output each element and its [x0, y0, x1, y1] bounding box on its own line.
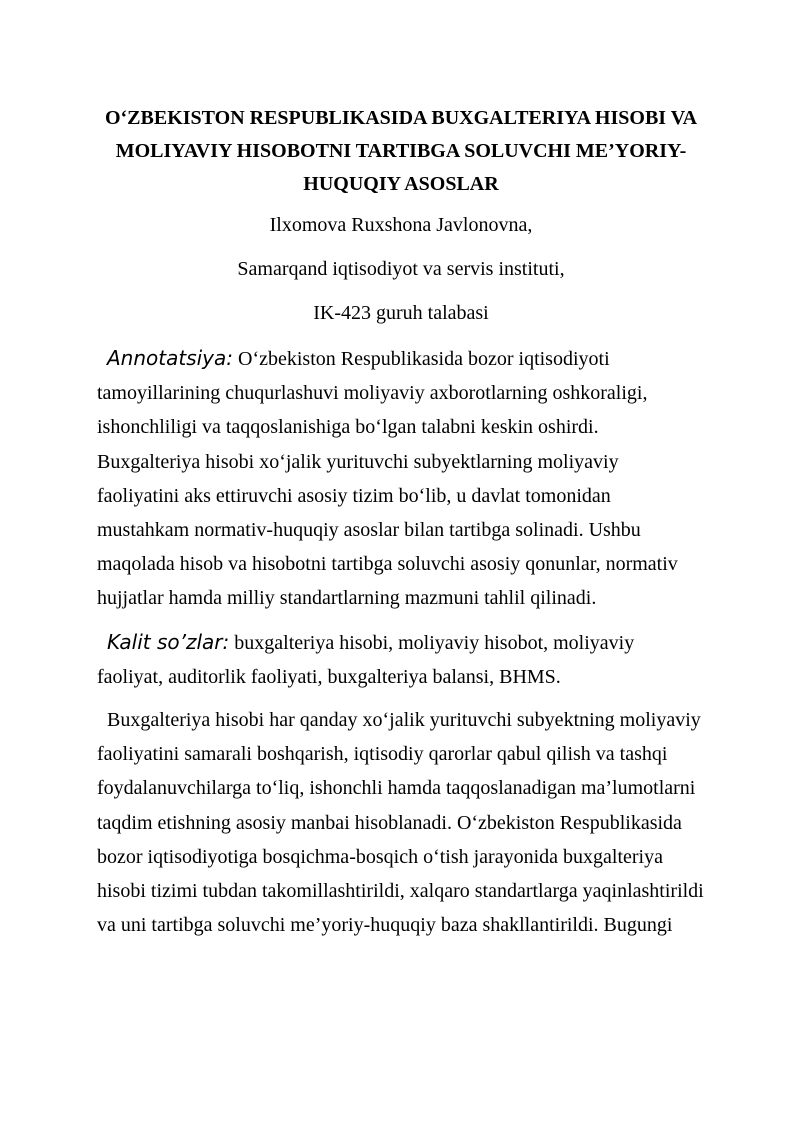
author-institution: Samarqand iqtisodiyot va servis instituti, [237, 258, 565, 280]
article-title: O‘ZBEKISTON RESPUBLIKASIDA BUXGALTERIYA HISOBI VA MOLIYAVIY HISOBOTNI TARTIBGA SOLUVCHI ME’YORIY-HUQUQIY ASOSLAR [104, 107, 698, 195]
author-name: Ilxomova Ruxshona Javlonovna, [269, 214, 533, 236]
keywords-text: buxgalteriya hisobi, moliyaviy hisobot, moliyaviy faoliyat, auditorlik faoliyati, buxgalteriya balansi, BHMS. [97, 631, 635, 688]
keywords-paragraph [97, 625, 705, 694]
author-group: IK-423 guruh talabasi [313, 302, 489, 324]
abstract-text: O‘zbekiston Respublikasida bozor iqtisodiyoti tamoyillarining chuqurlashuvi moliyaviy axborotlarning oshkoraligi, ishonchliligi va taqqoslanishiga bo‘lgan talabni keskin oshirdi. Buxgalteriya hisobi xo‘jalik yurituvchi subyektlarning moliyaviy faoliyatini aks ettiruvchi asosiy tizim bo‘lib, u davlat tomonidan mustahkam normativ-huquqiy asoslar bilan tartibga solinadi. Ushbu maqolada hisob va hisobotni tartibga soluvchi asosiy qonunlar, normativ hujjatlar hamda milliy standartlarning mazmuni tahlil qilinadi. [97, 348, 678, 610]
document-page [97, 102, 705, 942]
abstract-label: Annotatsiya: [107, 346, 234, 370]
body-paragraph: Buxgalteriya hisobi har qanday xo‘jalik yurituvchi subyektning moliyaviy faoliyatini samarali boshqarish, iqtisodiy qarorlar qabul qilish va tashqi foydalanuvchilarga to‘liq, ishonchli hamda taqqoslanadigan ma’lumotlarni taqdim etishning asosiy manbai hisoblanadi. O‘zbekiston Respublikasida bozor iqtisodiyotiga bosqichma-bosqich o‘tish jarayonida buxgalteriya hisobi tizimi tubdan takomillashtirildi, xalqaro standartlarga yaqinlashtirildi va uni tartibga soluvchi me’yoriy-huquqiy baza shakllantirildi. Bugungi [97, 709, 704, 937]
abstract-paragraph [97, 341, 705, 616]
author-block [97, 212, 705, 326]
keywords-label: Kalit so’zlar: [107, 629, 230, 654]
